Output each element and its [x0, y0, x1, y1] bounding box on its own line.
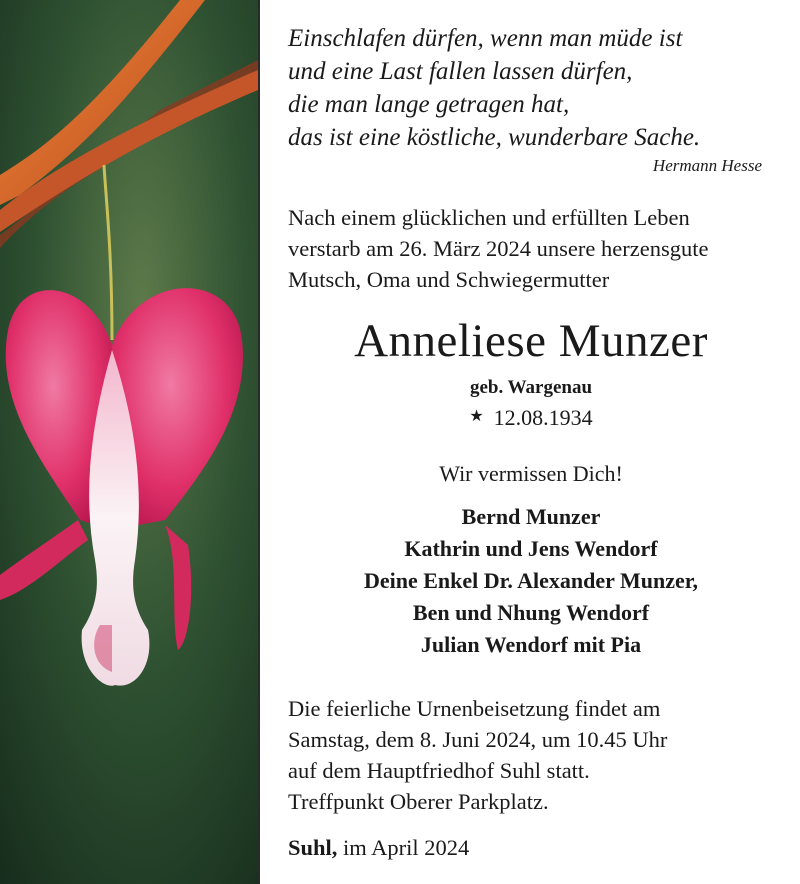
poem-line: Einschlafen dürfen, wenn man müde ist — [288, 25, 683, 52]
mourner: Kathrin und Jens Wendorf — [404, 536, 658, 561]
divider-line — [258, 0, 260, 884]
deceased-name: Anneliese Munzer — [354, 315, 708, 367]
poem-author: Hermann Hesse — [652, 156, 762, 175]
poem-line: das ist eine köstliche, wunderbare Sache. — [288, 124, 701, 151]
intro-line: verstarb am 26. März 2024 unsere herzensgute — [288, 236, 709, 261]
mourner: Ben und Nhung Wendorf — [412, 600, 650, 625]
mourner: Bernd Munzer — [461, 504, 601, 529]
poem-line: und eine Last fallen lassen dürfen, — [288, 58, 633, 85]
death-announcement — [288, 202, 774, 295]
funeral-line: Die feierliche Urnenbeisetzung findet am — [288, 696, 661, 721]
place-date — [288, 835, 774, 861]
birth-date — [288, 405, 774, 431]
funeral-line: Treffpunkt Oberer Parkplatz. — [288, 789, 549, 814]
birth-date-value: 12.08.1934 — [493, 405, 593, 430]
funeral-line: auf dem Hauptfriedhof Suhl statt. — [288, 758, 590, 783]
miss-text: Wir vermissen Dich! — [439, 461, 623, 486]
place-date-value: im April 2024 — [343, 835, 470, 860]
poem — [288, 22, 774, 154]
intro-line: Nach einem glücklichen und erfüllten Leben — [288, 205, 690, 230]
place-city: Suhl, — [288, 835, 338, 860]
star-icon: ★ — [469, 408, 484, 425]
bleeding-heart-flower-photo — [0, 0, 258, 884]
mourner: Deine Enkel Dr. Alexander Munzer, — [363, 568, 699, 593]
poem-line: die man lange getragen hat, — [288, 91, 570, 118]
funeral-line: Samstag, dem 8. Juni 2024, um 10.45 Uhr — [288, 727, 668, 752]
birth-name: geb. Wargenau — [469, 377, 593, 398]
mourner: Julian Wendorf mit Pia — [420, 632, 642, 657]
obituary-text — [262, 0, 800, 884]
funeral-details — [288, 693, 774, 817]
mourners-list — [288, 501, 774, 661]
intro-line: Mutsch, Oma und Schwiegermutter — [288, 267, 610, 292]
